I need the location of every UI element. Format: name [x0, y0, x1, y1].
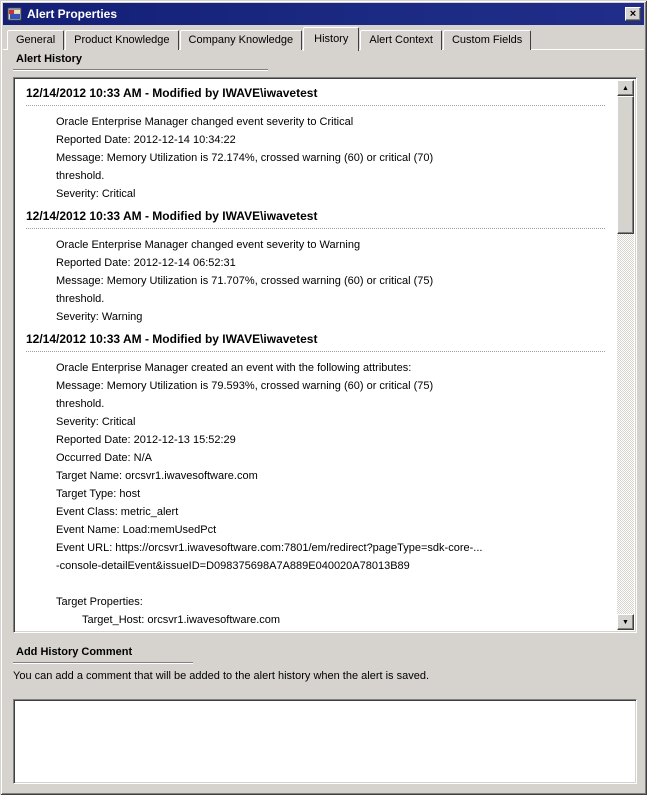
tab-product-knowledge[interactable]: Product Knowledge — [65, 30, 178, 50]
history-entry-header: 12/14/2012 10:33 AM - Modified by IWAVE\iwavetest — [26, 209, 605, 229]
history-entry-line: threshold. — [56, 293, 105, 305]
history-entry-body — [56, 359, 605, 629]
close-button[interactable] — [625, 7, 641, 21]
history-entry-line: Reported Date: 2012-12-14 06:52:31 — [56, 257, 236, 269]
tab-strip — [7, 26, 532, 50]
history-entry-line: Event URL: https://orcsvr1.iwavesoftware.com:7801/em/redirect?pageType=sdk-core-... — [56, 542, 483, 554]
history-entry-line: -console-detailEvent&issueID=D098375698A7A889E040020A78013B89 — [56, 560, 410, 572]
title-bar — [3, 3, 644, 25]
history-entry-line: Target_Host: orcsvr1.iwavesoftware.com — [82, 614, 281, 626]
history-entry-blank-line — [56, 575, 605, 593]
history-entry-line: threshold. — [56, 398, 105, 410]
history-entry-line: Oracle Enterprise Manager created an event with the following attributes: — [56, 362, 412, 374]
history-entry-line: Target Type: host — [56, 488, 141, 500]
history-entry-line: Message: Memory Utilization is 71.707%, crossed warning (60) or critical (75) — [56, 275, 434, 287]
comment-description: You can add a comment that will be added to the alert history when the alert is saved. — [13, 670, 430, 682]
scroll-down-icon: ▼ — [622, 618, 629, 626]
history-entry-line: Severity: Critical — [56, 188, 136, 200]
tab-history[interactable]: History — [303, 27, 359, 51]
history-entry-line: Severity: Warning — [56, 311, 143, 323]
history-entry-line: Target Name: orcsvr1.iwavesoftware.com — [56, 470, 258, 482]
history-entry-line: Oracle Enterprise Manager changed event severity to Critical — [56, 116, 354, 128]
history-entry — [16, 86, 617, 203]
alert-history-list — [13, 77, 637, 633]
history-entry — [16, 332, 617, 629]
section-divider — [13, 69, 268, 71]
history-entry — [16, 209, 617, 326]
history-entry-line: threshold. — [56, 170, 105, 182]
history-entry-line: Target Properties: — [56, 596, 143, 608]
history-entry-line: Reported Date: 2012-12-14 10:34:22 — [56, 134, 236, 146]
scrollbar-thumb[interactable] — [617, 96, 634, 234]
history-entry-line: Severity: Critical — [56, 416, 136, 428]
history-entry-line: Occurred Date: N/A — [56, 452, 152, 464]
history-entry-line: Event Class: metric_alert — [56, 506, 179, 518]
history-entry-header: 12/14/2012 10:33 AM - Modified by IWAVE\iwavetest — [26, 86, 605, 106]
history-entry-header: 12/14/2012 10:33 AM - Modified by IWAVE\iwavetest — [26, 332, 605, 352]
close-icon: × — [629, 7, 637, 20]
alert-history-heading: Alert History — [16, 53, 83, 65]
history-entry-body — [56, 113, 605, 203]
history-comment-input[interactable] — [13, 699, 637, 784]
history-entry-line: Event Name: Load:memUsedPct — [56, 524, 217, 536]
history-entry-line: Oracle Enterprise Manager changed event severity to Warning — [56, 239, 361, 251]
scroll-down-button[interactable] — [617, 614, 634, 630]
scroll-up-button[interactable] — [617, 80, 634, 96]
history-entry-line: Message: Memory Utilization is 79.593%, crossed warning (60) or critical (75) — [56, 380, 434, 392]
history-entry-line: Message: Memory Utilization is 72.174%, crossed warning (60) or critical (70) — [56, 152, 434, 164]
history-entry-line: Reported Date: 2012-12-13 15:52:29 — [56, 434, 236, 446]
window-title: Alert Properties — [27, 7, 118, 21]
application-icon — [7, 6, 23, 22]
history-entry-body — [56, 236, 605, 326]
scroll-up-icon: ▲ — [622, 84, 629, 92]
section-divider — [13, 662, 193, 664]
alert-history-viewport — [16, 80, 617, 630]
vertical-scrollbar[interactable] — [617, 80, 634, 630]
tab-company-knowledge[interactable]: Company Knowledge — [180, 30, 303, 50]
tab-custom-fields[interactable]: Custom Fields — [443, 30, 531, 50]
tab-general[interactable]: General — [7, 30, 64, 50]
tab-alert-context[interactable]: Alert Context — [360, 30, 442, 50]
add-history-comment-heading: Add History Comment — [16, 646, 133, 658]
